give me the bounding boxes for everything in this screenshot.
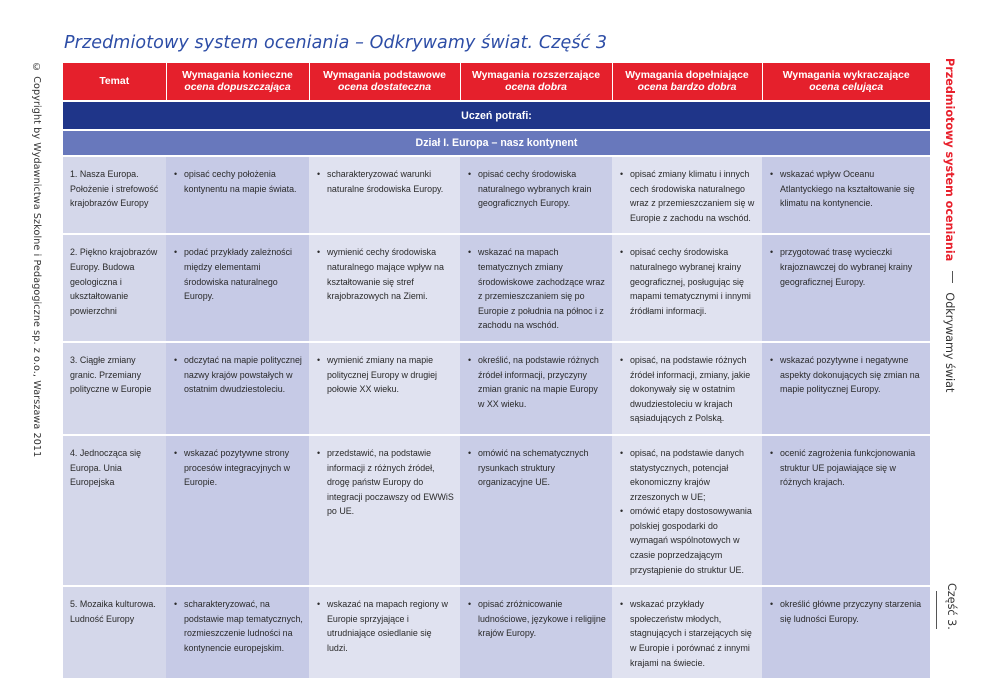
requirement-cell	[309, 586, 460, 678]
requirement-bullet: • wskazać przykłady społeczeństw młodych, stagnujących i starzejących się w Europie i porównać z innymi krajami na świecie.	[620, 597, 756, 670]
side-subtitle: Odkrywamy świat	[943, 292, 956, 393]
table-row	[63, 435, 930, 586]
requirement-cell	[612, 586, 762, 678]
requirement-bullet: • opisać, na podstawie różnych źródeł informacji, zmiany, jakie dokonywały się w ostatnim dwudziestoleciu w krajach sąsiadujących z Polską.	[620, 353, 756, 426]
topic-cell: 3. Ciągłe zmiany granic. Przemiany polityczne w Europie	[63, 342, 166, 435]
requirement-bullet: • omówić etapy dostosowywania polskiej gospodarki do wymagań wspólnotowych w czasie poprzedzającym przystąpienie do struktur UE.	[620, 504, 756, 577]
footer-rule	[936, 591, 937, 629]
band-section: Dział I. Europa – nasz kontynent	[63, 130, 930, 156]
requirement-bullet: • przedstawić, na podstawie informacji z różnych źródeł, drogę państw Europy do integracji poczawszy od EWWiS po UE.	[317, 446, 454, 519]
requirement-bullet: • wskazać pozytywne i negatywne aspekty dokonujących się zmian na mapie politycznej Europy.	[770, 353, 924, 397]
requirement-cell	[460, 342, 612, 435]
requirement-bullet: • opisać zróżnicowanie ludnościowe, językowe i religijne krajów Europy.	[468, 597, 606, 641]
table-row	[63, 586, 930, 678]
requirement-cell	[166, 586, 309, 678]
requirement-cell	[612, 342, 762, 435]
requirement-bullet: • określić główne przyczyny starzenia się ludności Europy.	[770, 597, 924, 626]
requirements-table	[63, 63, 930, 678]
requirement-cell	[460, 156, 612, 234]
requirement-cell	[166, 234, 309, 342]
band-student: Uczeń potrafi:	[63, 101, 930, 130]
topic-cell: 5. Mozaika kulturowa. Ludność Europy	[63, 586, 166, 678]
requirement-bullet: • wymienić cechy środowiska naturalnego mające wpływ na kształtowanie się stref krajobrazowych na Ziemi.	[317, 245, 454, 303]
requirement-cell	[612, 156, 762, 234]
requirement-bullet: • wymienić zmiany na mapie politycznej Europy w drugiej połowie XX wieku.	[317, 353, 454, 397]
requirement-bullet: • opisać, na podstawie danych statystycznych, potencjał ekonomiczny krajów zrzeszonych w UE;	[620, 446, 756, 504]
side-running-head	[943, 58, 956, 392]
topic-cell: 1. Nasza Europa. Położenie i strefowość krajobrazów Europy	[63, 156, 166, 234]
table-row	[63, 156, 930, 234]
requirement-bullet: • podać przykłady zależności między elementami środowiska naturalnego Europy.	[174, 245, 303, 303]
requirement-cell	[309, 342, 460, 435]
requirement-cell	[612, 435, 762, 586]
topic-cell: 4. Jednocząca się Europa. Unia Europejska	[63, 435, 166, 586]
side-footer: Część 3.	[945, 583, 958, 630]
requirement-cell	[460, 586, 612, 678]
requirement-bullet: • wskazać na mapach regiony w Europie sprzyjające i utrudniające osiedlanie się ludzi.	[317, 597, 454, 655]
requirement-cell	[460, 435, 612, 586]
requirement-bullet: • odczytać na mapie politycznej nazwy krajów powstałych w ostatnim dwudziestoleciu.	[174, 353, 303, 397]
requirement-cell	[612, 234, 762, 342]
requirement-cell	[309, 234, 460, 342]
requirement-cell	[166, 156, 309, 234]
requirement-cell	[309, 156, 460, 234]
requirement-cell	[166, 435, 309, 586]
table-row	[63, 234, 930, 342]
requirement-cell	[762, 586, 930, 678]
requirement-bullet: • opisać cechy położenia kontynentu na mapie świata.	[174, 167, 303, 196]
requirement-bullet: • wskazać na mapach tematycznych zmiany środowiskowe zachodzące wraz z przemieszczaniem się po Europie z południa na północ i z zachodu na wschód.	[468, 245, 606, 333]
requirement-bullet: • opisać cechy środowiska naturalnego wybranej krainy geograficznej, posługując się mapami tematycznymi i innymi źródłami informacji.	[620, 245, 756, 318]
requirement-cell	[762, 435, 930, 586]
requirement-bullet: • omówić na schematycznych rysunkach struktury organizacyjne UE.	[468, 446, 606, 490]
side-brand: Przedmiotowy system oceniania	[943, 58, 956, 262]
requirement-cell	[460, 234, 612, 342]
requirement-cell	[166, 342, 309, 435]
header-necessary: Wymagania konieczne ocena dopuszczająca	[166, 63, 309, 101]
side-separator	[952, 271, 953, 283]
header-exceeding: Wymagania wykraczające ocena celująca	[762, 63, 930, 101]
requirement-bullet: • scharakteryzować, na podstawie map tematycznych, rozmieszczenie ludności na kontynencie europejskim.	[174, 597, 303, 655]
requirement-bullet: • opisać zmiany klimatu i innych cech środowiska naturalnego wraz z przemieszczaniem się w Europie z zachodu na wschód.	[620, 167, 756, 225]
header-extended: Wymagania rozszerzające ocena dobra	[460, 63, 612, 101]
table-row	[63, 342, 930, 435]
requirement-bullet: • określić, na podstawie różnych źródeł informacji, przyczyny zmian granic na mapie Europy w XX wieku.	[468, 353, 606, 411]
header-topic: Temat	[63, 63, 166, 101]
copyright-note: © Copyright by Wydawnictwa Szkolne i Pedagogiczne sp. z o.o., Warszawa 2011	[31, 62, 42, 458]
requirement-bullet: • wskazać pozytywne strony procesów integracyjnych w Europie.	[174, 446, 303, 490]
requirement-cell	[762, 156, 930, 234]
requirement-cell	[762, 234, 930, 342]
requirement-bullet: • opisać cechy środowiska naturalnego wybranych krain geograficznych Europy.	[468, 167, 606, 211]
header-basic: Wymagania podstawowe ocena dostateczna	[309, 63, 460, 101]
table-header	[63, 63, 930, 101]
header-complementary: Wymagania dopełniające ocena bardzo dobra	[612, 63, 762, 101]
requirement-cell	[762, 342, 930, 435]
requirement-bullet: • przygotować trasę wycieczki krajoznawczej do wybranej krainy geograficznej Europy.	[770, 245, 924, 289]
requirement-cell	[309, 435, 460, 586]
requirement-bullet: • wskazać wpływ Oceanu Atlantyckiego na kształtowanie się klimatu na kontynencie.	[770, 167, 924, 211]
requirement-bullet: • ocenić zagrożenia funkcjonowania struktur UE pojawiające się w różnych krajach.	[770, 446, 924, 490]
requirement-bullet: • scharakteryzować warunki naturalne środowiska Europy.	[317, 167, 454, 196]
page-title: Przedmiotowy system oceniania – Odkrywamy świat. Część 3	[64, 33, 608, 53]
topic-cell: 2. Piękno krajobrazów Europy. Budowa geologiczna i ukształtowanie powierzchni	[63, 234, 166, 342]
